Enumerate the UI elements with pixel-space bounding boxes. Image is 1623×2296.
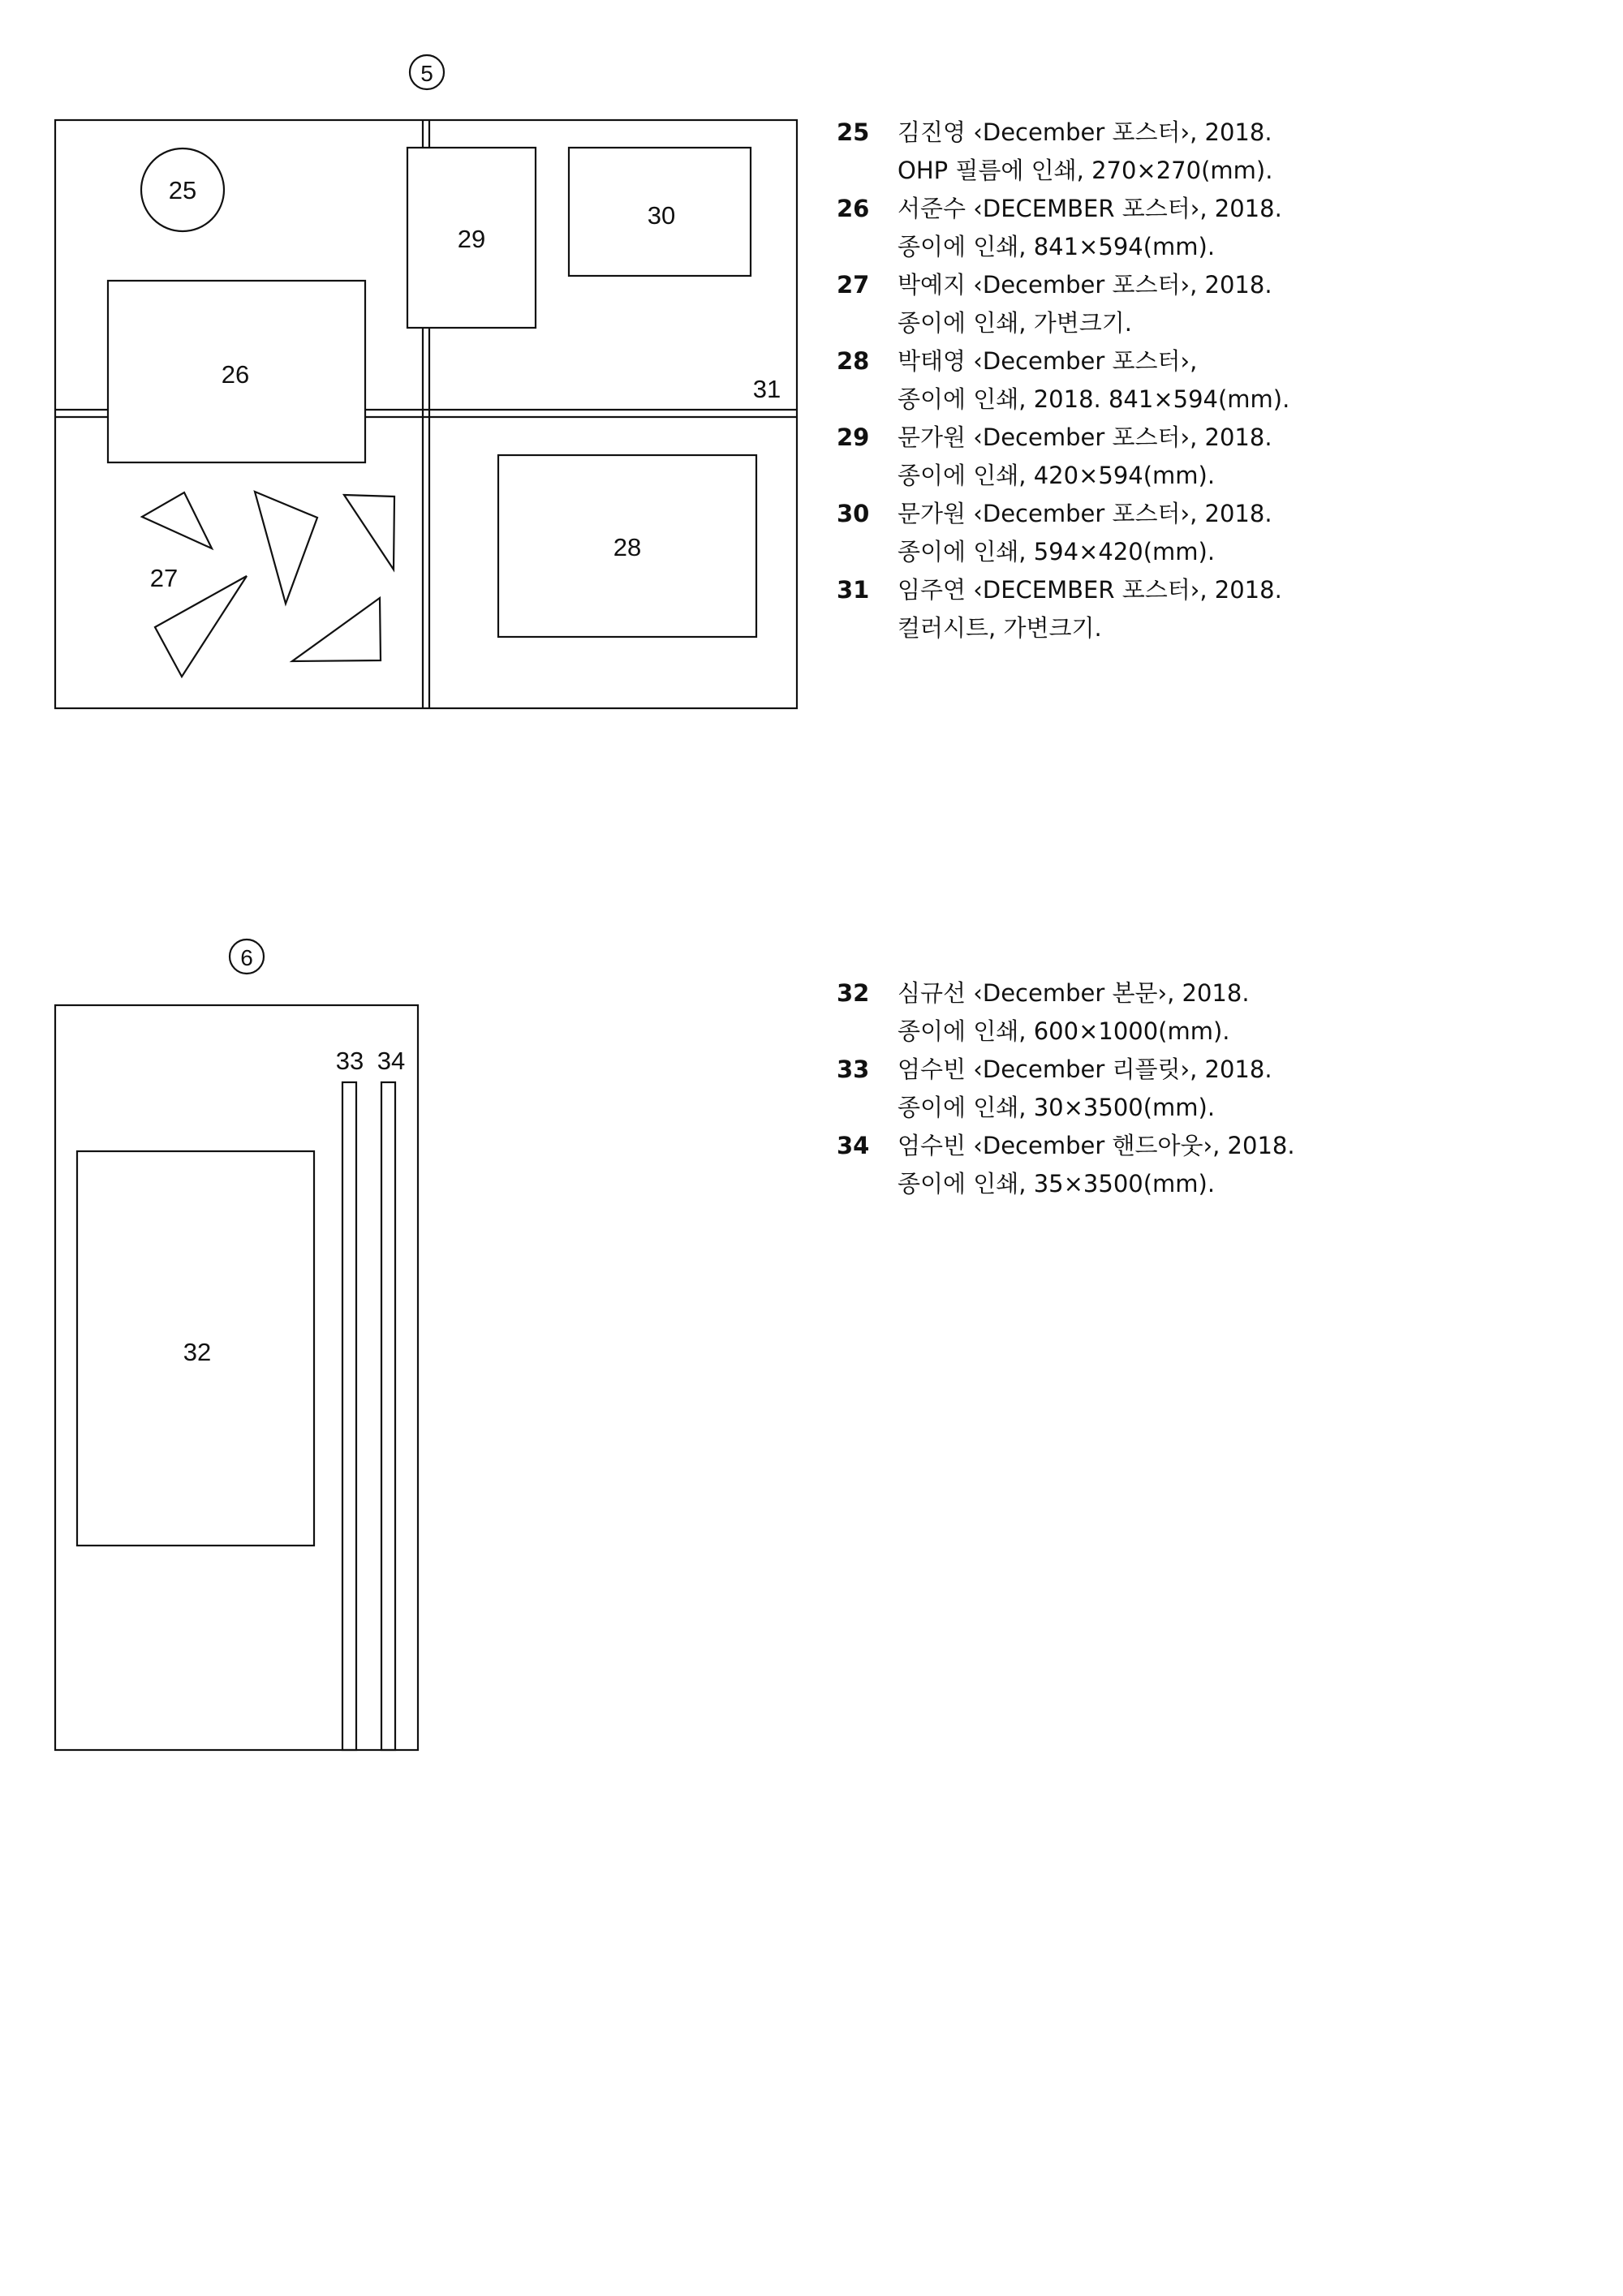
- caption-detail: OHP 필름에 인쇄, 270×270(mm).: [898, 157, 1273, 184]
- caption-detail: 종이에 인쇄, 가변크기.: [898, 309, 1132, 337]
- work-33-strip: [342, 1082, 356, 1750]
- caption-entry: [837, 266, 1289, 342]
- caption-entry: [837, 571, 1289, 647]
- caption-entry: [837, 419, 1289, 495]
- caption-entry: [837, 974, 1295, 1051]
- caption-title: 문가원 ‹December 포스터›, 2018.: [898, 424, 1272, 451]
- caption-title: 박태영 ‹December 포스터›,: [898, 347, 1198, 375]
- caption-title: 박예지 ‹December 포스터›, 2018.: [898, 271, 1272, 299]
- caption-detail: 종이에 인쇄, 35×3500(mm).: [898, 1170, 1216, 1197]
- work-34-strip: [381, 1082, 395, 1750]
- caption-entry: [837, 1051, 1295, 1127]
- caption-title: 김진영 ‹December 포스터›, 2018.: [898, 118, 1272, 146]
- work-29-label: 29: [457, 225, 486, 253]
- caption-title: 임주연 ‹DECEMBER 포스터›, 2018.: [898, 576, 1282, 604]
- caption-detail: 종이에 인쇄, 2018. 841×594(mm).: [898, 385, 1290, 413]
- caption-detail: 컬러시트, 가변크기.: [898, 614, 1102, 642]
- section-6-marker-label: 6: [240, 945, 253, 970]
- caption-number: 30: [837, 500, 870, 527]
- caption-number: 29: [837, 424, 870, 451]
- caption-number: 33: [837, 1056, 870, 1083]
- caption-number: 28: [837, 347, 870, 375]
- work-27-label: 27: [149, 564, 179, 592]
- captions-section-5: [837, 114, 1289, 647]
- work-27-triangle: [292, 598, 381, 661]
- work-34-label: 34: [377, 1047, 406, 1075]
- work-30-label: 30: [647, 201, 676, 230]
- caption-title: 엄수빈 ‹December 리플릿›, 2018.: [898, 1056, 1272, 1083]
- caption-number: 32: [837, 979, 870, 1007]
- caption-detail: 종이에 인쇄, 841×594(mm).: [898, 233, 1216, 260]
- caption-entry: [837, 342, 1289, 419]
- work-31-label: 31: [752, 375, 781, 403]
- caption-detail: 종이에 인쇄, 594×420(mm).: [898, 538, 1216, 565]
- work-33-label: 33: [335, 1047, 364, 1075]
- caption-title: 문가원 ‹December 포스터›, 2018.: [898, 500, 1272, 527]
- work-28-label: 28: [613, 533, 642, 561]
- captions-section-6: [837, 974, 1295, 1203]
- caption-entry: [837, 495, 1289, 571]
- caption-number: 25: [837, 118, 870, 146]
- caption-detail: 종이에 인쇄, 600×1000(mm).: [898, 1017, 1230, 1045]
- caption-title: 엄수빈 ‹December 핸드아웃›, 2018.: [898, 1132, 1295, 1159]
- work-32-label: 32: [183, 1338, 212, 1366]
- caption-number: 34: [837, 1132, 870, 1159]
- caption-title: 서준수 ‹DECEMBER 포스터›, 2018.: [898, 195, 1282, 222]
- caption-title: 심규선 ‹December 본문›, 2018.: [898, 979, 1250, 1007]
- caption-number: 27: [837, 271, 870, 299]
- work-25-label: 25: [168, 176, 197, 204]
- work-27-triangle: [255, 492, 317, 604]
- work-27-triangle: [142, 492, 212, 548]
- work-26-label: 26: [221, 360, 250, 389]
- work-27-triangle: [344, 495, 394, 570]
- caption-entry: [837, 190, 1289, 266]
- room-6-outline: [55, 1005, 418, 1750]
- caption-detail: 종이에 인쇄, 420×594(mm).: [898, 462, 1216, 489]
- caption-number: 26: [837, 195, 870, 222]
- caption-detail: 종이에 인쇄, 30×3500(mm).: [898, 1094, 1216, 1121]
- caption-number: 31: [837, 576, 870, 604]
- section-5-marker-label: 5: [420, 61, 433, 86]
- caption-entry: [837, 1127, 1295, 1203]
- caption-entry: [837, 114, 1289, 190]
